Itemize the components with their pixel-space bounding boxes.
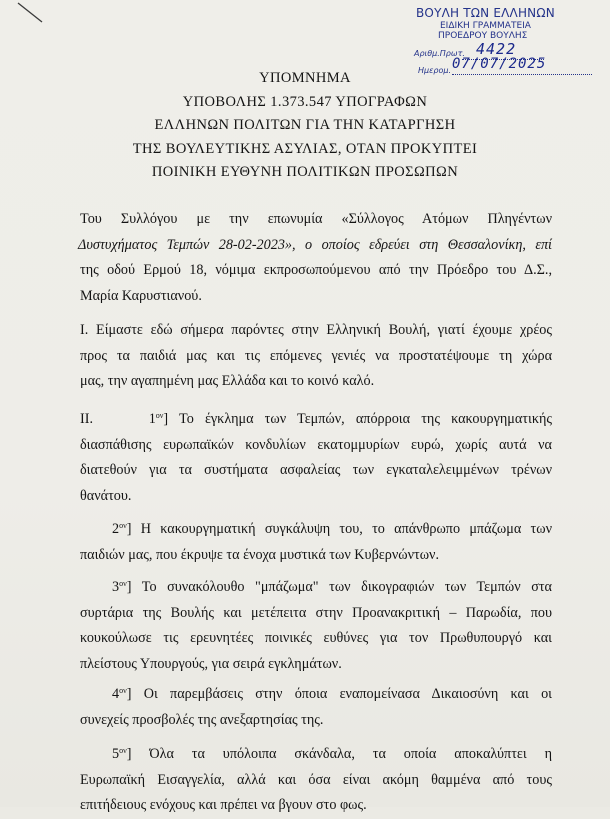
section-2-item-5 bbox=[80, 738, 552, 819]
intro-line: της οδού Ερμού 18, νόμιμα εκπροσωπούμενου από την Πρόεδρο του Δ.Σ., bbox=[80, 262, 552, 278]
memo-heading-line-5: ΠΟΙΝΙΚΗ ΕΥΘΥΝΗ ΠΟΛΙΤΙΚΩΝ ΠΡΟΣΩΠΩΝ bbox=[151, 164, 459, 180]
section-1-line: μας, την αγαπημένη μας Ελλάδα και το κοινό καλό. bbox=[80, 373, 375, 389]
item-2-text: Η κακουργηματική συγκάλυψη του, το απάνθρωπο μπάζωμα των bbox=[140, 521, 552, 537]
item-1-text: Το έγκλημα των Τεμπών, απόρροια της κακουργηματικής bbox=[179, 411, 553, 427]
section-2-item-4 bbox=[80, 678, 552, 733]
item-3-line: κουκούλωσε τις ερευνητέες ποινικές ευθύνες για τον Πρωθυπουργό και bbox=[80, 630, 552, 646]
item-3-number: 3 bbox=[112, 579, 120, 595]
item-4-line: $4^{o\nu}$] Οι παρεμβάσεις στην όποια εναπομείνασα Δικαιοσύνη και οι bbox=[112, 686, 552, 702]
section-2-numeral: II. bbox=[80, 411, 93, 427]
section-1 bbox=[80, 318, 552, 395]
memo-title: ΥΠΟΜΝΗΜΑ bbox=[259, 70, 351, 86]
memo-heading-line-3: ΕΛΛΗΝΩΝ ΠΟΛΙΤΩΝ ΓΙΑ ΤΗΝ ΚΑΤΑΡΓΗΣΗ bbox=[154, 117, 456, 133]
item-4-line: συνεχείς προσβολές της ανεξαρτησίας της. bbox=[80, 711, 324, 728]
item-1-line: διατεθούν για τα συστήματα ασφαλείας των εγκαταλελειμμένων τρένων bbox=[80, 462, 552, 478]
stamp-line-1: ΒΟΥΛΗ ΤΩΝ ΕΛΛΗΝΩΝ bbox=[416, 6, 555, 20]
item-1-number: 1 bbox=[148, 411, 156, 427]
item-1-line: II. $1^{o\nu}$] Το έγκλημα των Τεμπών, απόρροια της κακουργηματικής bbox=[80, 411, 553, 427]
stamp-protocol-number: 4422 bbox=[476, 40, 517, 58]
corner-pen-mark bbox=[16, 2, 44, 24]
intro-line: Του Συλλόγου με την επωνυμία «Σύλλογος Ατόμων Πληγέντων bbox=[80, 211, 552, 227]
item-3-line: $3^{o\nu}$] Το συνακόλουθο "μπάζωμα" των δικογραφιών των Τεμπών στα bbox=[112, 579, 552, 595]
intro-paragraph bbox=[80, 207, 552, 309]
parliament-stamp bbox=[412, 4, 602, 75]
stamp-line-3: ΠΡΟΕΔΡΟΥ ΒΟΥΛΗΣ bbox=[438, 31, 528, 41]
intro-line: Μαρία Καρυστιανού. bbox=[80, 287, 202, 304]
item-5-line: $5^{o\nu}$] Όλα τα υπόλοιπα σκάνδαλα, τα οποία αποκαλύπτει η bbox=[112, 746, 552, 762]
section-1-line bbox=[80, 318, 552, 344]
item-3-line: πλείστους Υπουργούς, για σειρά εγκλημάτων. bbox=[80, 655, 342, 672]
stamp-line-2: ΕΙΔΙΚΗ ΓΡΑΜΜΑΤΕΙΑ bbox=[440, 21, 531, 31]
item-5-number: 5 bbox=[112, 746, 120, 762]
item-5-text: Όλα τα υπόλοιπα σκάνδαλα, τα οποία αποκαλύπτει η bbox=[149, 746, 552, 762]
stamp-date-label: Ημερομ. bbox=[418, 66, 452, 75]
section-1-numeral: I. bbox=[80, 322, 89, 338]
item-1-ordinal: ον bbox=[155, 411, 164, 420]
item-3-line: συρτάρια της Βουλής και μετέπειτα στην Προανακριτική – Παρωδία, που bbox=[80, 604, 552, 621]
memo-heading-line-2: ΥΠΟΒΟΛΗΣ 1.373.547 ΥΠΟΓΡΑΦΩΝ bbox=[182, 94, 428, 110]
memo-heading-line-4: ΤΗΣ ΒΟΥΛΕΥΤΙΚΗΣ ΑΣΥΛΙΑΣ, ΟΤΑΝ ΠΡΟΚΥΠΤΕΙ bbox=[132, 141, 478, 157]
section-1-line: προς τα παιδιά μας και τις επόμενες γενιές να προστατέψουμε τη χώρα bbox=[80, 347, 552, 364]
item-3-text: Το συνακόλουθο "μπάζωμα" των δικογραφιών των Τεμπών στα bbox=[141, 579, 552, 595]
section-2-item-1 bbox=[80, 403, 552, 509]
item-4-text: Οι παρεμβάσεις στην όποια εναπομείνασα Δικαιοσύνη και οι bbox=[143, 686, 552, 702]
item-5-line: επιτήδειους ενόχους και πρέπει να βγουν στο φως. bbox=[80, 797, 367, 813]
section-2-item-2 bbox=[80, 513, 552, 568]
item-2-line: παιδιών μας, που έκρυψε τα ένοχα μυστικά των Κυβερνώντων. bbox=[80, 546, 440, 563]
section-2-item-3 bbox=[80, 571, 552, 677]
item-4-ordinal: ον bbox=[119, 686, 127, 695]
item-5-line: Ευρωπαϊκή Εισαγγελία, αλλά και όσα είναι ακόμη θαμμένα από τους bbox=[80, 771, 552, 788]
intro-line: Δυστυχήματος Τεμπών 28-02-2023», ο οποίος εδρεύει στη Θεσσαλονίκη, επί bbox=[78, 236, 552, 253]
item-5-ordinal: ον bbox=[119, 746, 127, 755]
item-3-ordinal: ον bbox=[119, 579, 127, 588]
item-2-ordinal: ον bbox=[119, 521, 127, 530]
item-1-line: θανάτου. bbox=[80, 487, 132, 504]
item-2-line: $2^{o\nu}$] Η κακουργηματική συγκάλυψη του, το απάνθρωπο μπάζωμα των bbox=[112, 521, 552, 537]
item-4-number: 4 bbox=[112, 686, 120, 702]
stamp-date-value: 07/07/2025 bbox=[452, 56, 547, 72]
section-1-text: Είμαστε εδώ σήμερα παρόντες στην Ελληνική Βουλή, γιατί έχουμε χρέος bbox=[96, 322, 552, 338]
item-2-number: 2 bbox=[112, 521, 120, 537]
stamp-protocol-label: Αριθμ.Πρωτ. bbox=[414, 49, 465, 58]
item-1-line: διασπάθισης ευρωπαϊκών κονδυλίων εκατομμυρίων ευρώ, χωρίς αυτά να bbox=[80, 436, 552, 453]
